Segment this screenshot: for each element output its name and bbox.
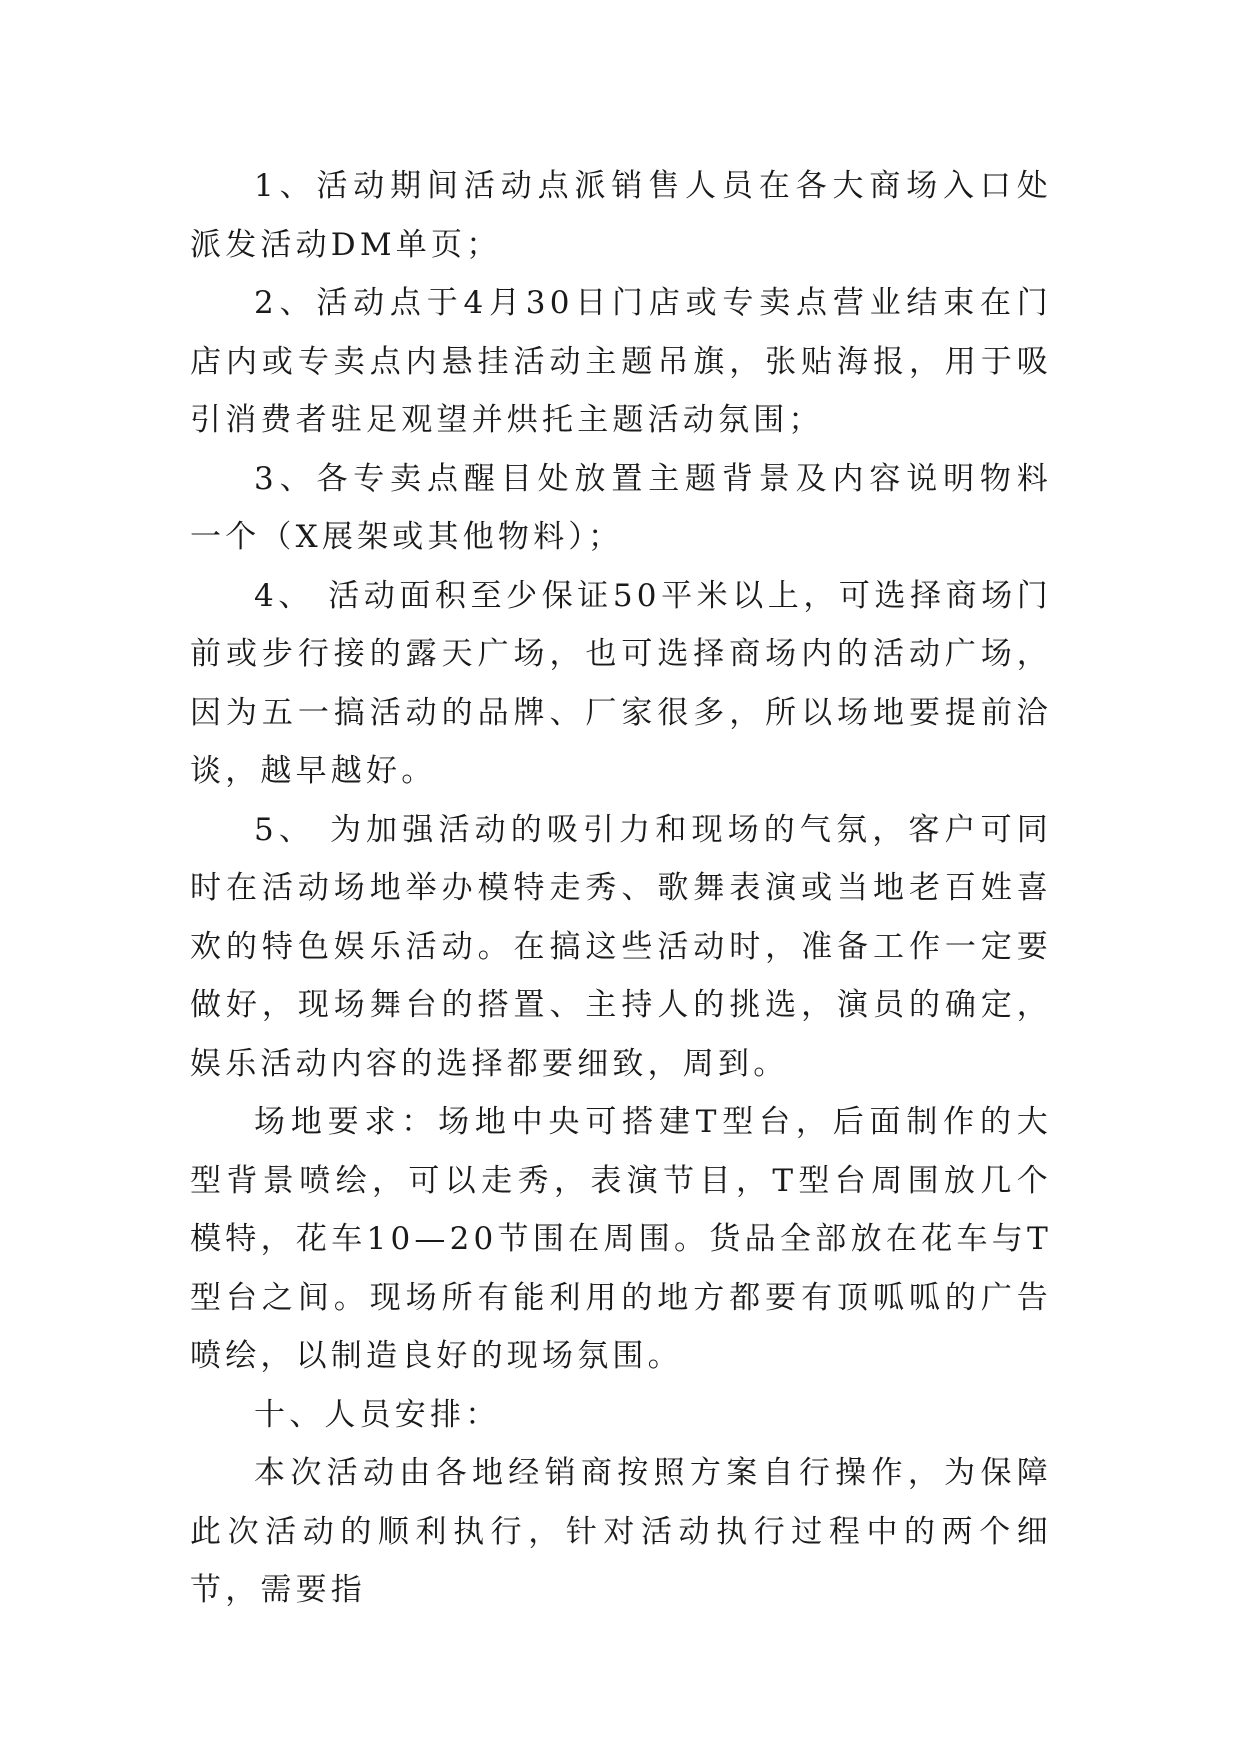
paragraph-staffing: 本次活动由各地经销商按照方案自行操作，为保障此次活动的顺利执行，针对活动执行过程中的两个细节，需要指 xyxy=(190,1455,1052,1608)
section-heading-staffing: 十、人员安排： xyxy=(254,1396,501,1433)
document-page xyxy=(190,157,1052,1620)
paragraph-venue-requirements: 场地要求：场地中央可搭建T型台，后面制作的大型背景喷绘，可以走秀，表演节目，T型台周围放几个模特，花车10—20节围在周围。货品全部放在花车与T型台之间。现场所有能利用的地方都要有顶呱呱的广告喷绘，以制造良好的现场氛围。 xyxy=(190,1104,1052,1374)
paragraph-1: 1、活动期间活动点派销售人员在各大商场入口处派发活动DM单页； xyxy=(190,168,1052,263)
paragraph-5: 5、 为加强活动的吸引力和现场的气氛，客户可同时在活动场地举办模特走秀、歌舞表演或当地老百姓喜欢的特色娱乐活动。在搞这些活动时，准备工作一定要做好，现场舞台的搭置、主持人的挑选，演员的确定，娱乐活动内容的选择都要细致，周到。 xyxy=(190,811,1052,1082)
paragraph-3: 3、各专卖点醒目处放置主题背景及内容说明物料一个（X展架或其他物料）； xyxy=(190,460,1052,555)
paragraph-4: 4、 活动面积至少保证50平米以上，可选择商场门前或步行接的露天广场，也可选择商场内的活动广场，因为五一搞活动的品牌、厂家很多，所以场地要提前洽谈，越早越好。 xyxy=(190,577,1052,789)
paragraph-2: 2、活动点于4月30日门店或专卖点营业结束在门店内或专卖点内悬挂活动主题吊旗，张贴海报，用于吸引消费者驻足观望并烘托主题活动氛围； xyxy=(190,285,1052,438)
